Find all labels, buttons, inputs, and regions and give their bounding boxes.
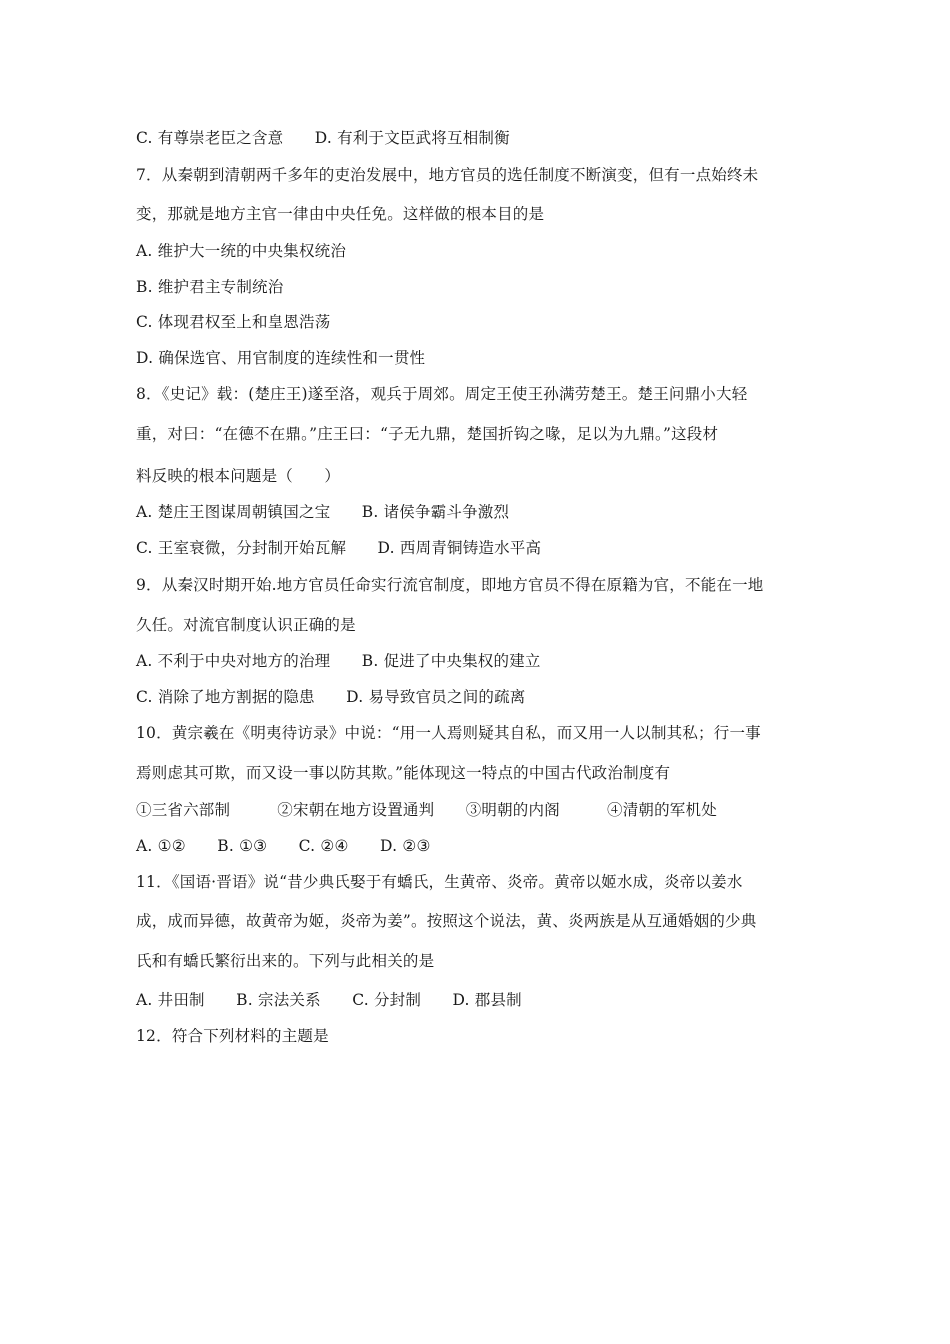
q7-stem-line-2: 变，那就是地方主官一律由中央任免。这样做的根本目的是 [136,205,545,223]
q7-option-d: D. 确保选官、用官制度的连续性和一贯性 [136,349,426,367]
q11-options: A. 井田制 B. 宗法关系 C. 分封制 D. 郡县制 [136,991,522,1009]
q9-stem-line-1: 9．从秦汉时期开始.地方官员任命实行流官制度，即地方官员不得在原籍为官，不能在一地 [136,576,764,594]
q8-options-cd: C. 王室衰微，分封制开始瓦解 D. 西周青铜铸造水平高 [136,539,542,557]
q12-stem: 12．符合下列材料的主题是 [136,1027,329,1045]
q10-statements: ①三省六部制 ②宋朝在地方设置通判 ③明朝的内阁 ④清朝的军机处 [136,801,717,819]
q7-option-b: B. 维护君主专制统治 [136,278,284,296]
q6-options-cd: C. 有尊崇老臣之含意 D. 有利于文臣武将互相制衡 [136,129,510,147]
q7-stem-line-1: 7．从秦朝到清朝两千多年的吏治发展中，地方官员的选任制度不断演变，但有一点始终未 [136,166,759,184]
q7-option-a: A. 维护大一统的中央集权统治 [136,242,347,260]
q10-options: A. ①② B. ①③ C. ②④ D. ②③ [136,837,431,855]
q8-options-ab: A. 楚庄王图谋周朝镇国之宝 B. 诸侯争霸斗争激烈 [136,503,510,521]
q11-stem-line-2: 成，成而异德，故黄帝为姬，炎帝为姜”。按照这个说法，黄、炎两族是从互通婚姻的少典 [136,912,757,930]
q7-option-c: C. 体现君权至上和皇恩浩荡 [136,313,331,331]
q9-stem-line-2: 久任。对流官制度认识正确的是 [136,616,356,634]
q8-stem-line-1: 8．《史记》载：(楚庄王)遂至洛，观兵于周郊。周定王使王孙满劳楚王。楚王问鼎小大轻 [136,385,748,403]
q10-stem-line-1: 10．黄宗羲在《明夷待访录》中说：“用一人焉则疑其自私，而又用一人以制其私；行一事 [136,724,761,742]
q8-stem-line-2: 重，对曰：“在德不在鼎。”庄王曰：“子无九鼎，楚国折钩之喙，足以为九鼎。”这段材 [136,425,719,443]
q11-stem-line-3: 氏和有蟜氏繁衍出来的。下列与此相关的是 [136,952,435,970]
q8-stem-line-3: 料反映的根本问题是（ ） [136,467,341,485]
q11-stem-line-1: 11．《国语·晋语》说“昔少典氏娶于有蟜氏，生黄帝、炎帝。黄帝以姬水成，炎帝以姜水 [136,873,743,891]
q9-options-cd: C. 消除了地方割据的隐患 D. 易导致官员之间的疏离 [136,688,526,706]
q10-stem-line-2: 焉则虑其可欺，而又设一事以防其欺。”能体现这一特点的中国古代政治制度有 [136,764,671,782]
q9-options-ab: A. 不利于中央对地方的治理 B. 促进了中央集权的建立 [136,652,541,670]
